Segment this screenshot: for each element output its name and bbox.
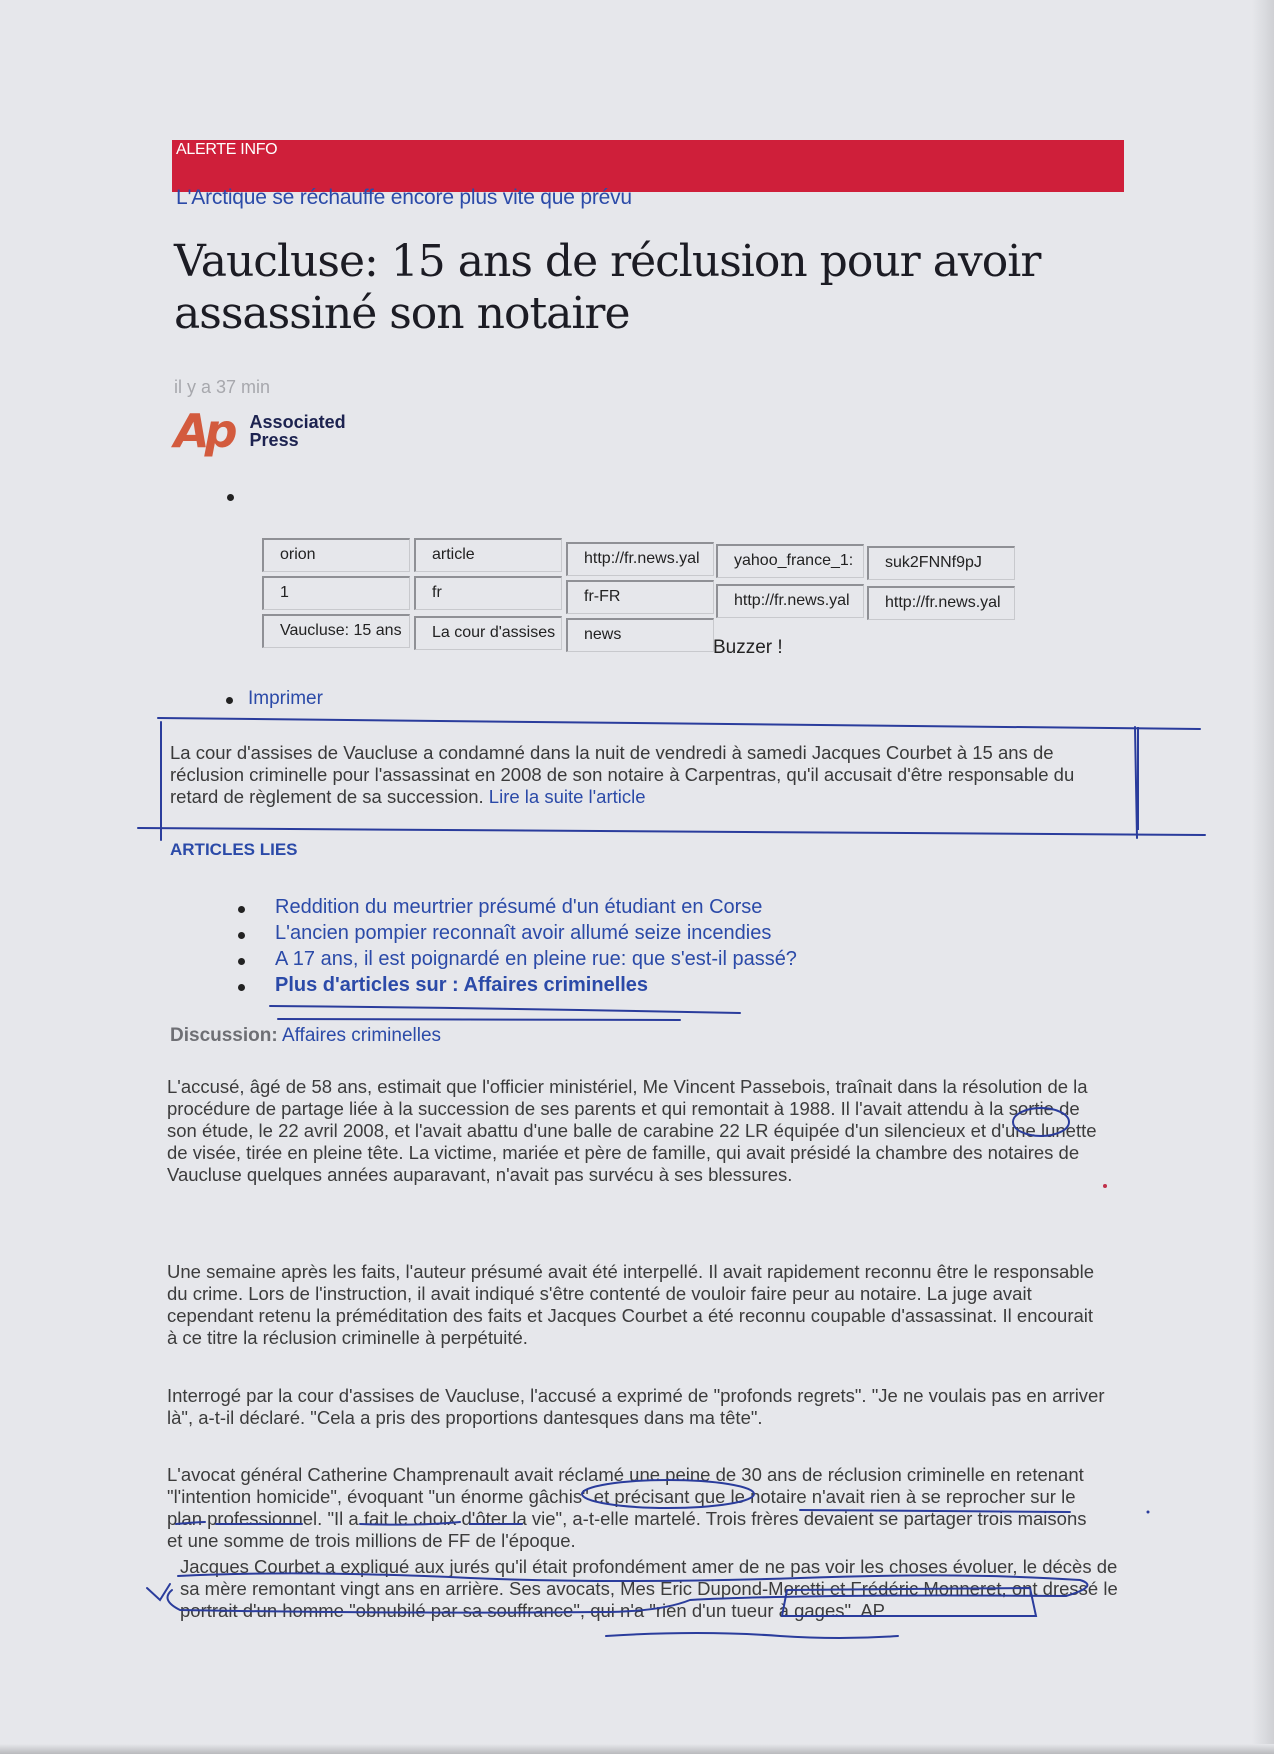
meta-cell: http://fr.news.yal: [867, 586, 1015, 620]
bullet-dot: [238, 958, 245, 965]
related-article-label: Reddition du meurtrier présumé d'un étudiant en Corse: [275, 896, 763, 918]
bullet-dot: [238, 932, 245, 939]
body-paragraph: L'avocat général Catherine Champrenault avait réclamé une peine de 30 ans de réclusion criminelle en retenant "l'intention homicide", évoquant "un énorme gâchis" et précisant que le notaire n'avait rien à se reprocher sur le plan professionnel. "Il a fait le choix d'ôter la vie", a-t-elle martelé. Trois frères devaient se partager trois maisons et une somme de trois millions de FF de l'époque.: [167, 1464, 1087, 1551]
scan-page-bottom-edge: [0, 1744, 1274, 1754]
print-link[interactable]: Imprimer: [248, 688, 323, 709]
alert-banner: [172, 140, 1124, 192]
buzzer-button[interactable]: Buzzer !: [713, 637, 783, 658]
ap-logo-mark: Ap: [174, 404, 238, 458]
related-article-label: L'ancien pompier reconnaît avoir allumé seize incendies: [275, 922, 772, 944]
meta-cell: 1: [262, 576, 410, 610]
body-paragraph: L'accusé, âgé de 58 ans, estimait que l'officier ministériel, Me Vincent Passebois, traînait dans la résolution de la procédure de partage liée à la succession de ses parents et qui remontait à 1988. Il l'avait attendu à la sortie de son étude, le 22 avril 2008, et l'avait abattu d'une balle de carabine 22 LR équipée d'un silencieux et d'une lunette de visée, tirée en pleine tête. La victime, mariée et père de famille, qui avait présidé la chambre des notaires de Vaucluse quelques années auparavant, n'avait pas survécu à ses blessures.: [167, 1076, 1097, 1185]
pen-underline: [270, 1006, 740, 1013]
meta-cell: http://fr.news.yal: [716, 584, 864, 618]
related-articles-list: [238, 896, 797, 1000]
related-articles-heading: ARTICLES LIES: [170, 840, 298, 859]
pen-underline: [606, 1633, 898, 1638]
meta-cell: news: [566, 618, 714, 652]
pen-underline: [278, 1019, 680, 1020]
body-paragraph: Interrogé par la cour d'assises de Vaucluse, l'accusé a exprimé de "profonds regrets". "Je ne voulais pas en arriver là", a-t-il déclaré. "Cela a pris des proportions dantesques dans ma tête".: [167, 1385, 1105, 1428]
summary-body: La cour d'assises de Vaucluse a condamné dans la nuit de vendredi à samedi Jacques Courbet à 15 ans de réclusion criminelle pour l'assassinat en 2008 de son notaire à Carpentras, qu'il accusait d'être responsable du retard de règlement de sa succession.: [170, 742, 1075, 807]
read-more-link[interactable]: Lire la suite l'article: [488, 786, 646, 807]
body-paragraph: Une semaine après les faits, l'auteur présumé avait été interpellé. Il avait rapidement reconnu être le responsable du crime. Lors de l'instruction, il avait indiqué s'être contenté de vouloir faire peur au notaire. La juge avait cependant retenu la préméditation des faits et Jacques Courbet a été reconnu coupable d'assassinat. Il encourait à ce titre la réclusion criminelle à perpétuité.: [167, 1261, 1094, 1348]
ap-logo-text: [250, 413, 346, 449]
body-paragraph: Jacques Courbet a expliqué aux jurés qu'il était profondément amer de ne pas voir les choses évoluer, le décès de sa mère remontant vingt ans en arrière. Ses avocats, Mes Eric Dupond-Moretti et Frédéric Monneret, ont dressé le portrait d'un homme "obnubilé par sa souffrance", qui n'a "rien d'un tueur à gages". AP: [180, 1556, 1118, 1621]
empty-list-bullet: [227, 494, 234, 501]
meta-cell: fr: [414, 576, 562, 610]
ap-logo-line1: Associated: [249, 412, 346, 432]
more-articles-link[interactable]: [238, 974, 797, 1000]
discussion-line: [170, 1025, 441, 1047]
meta-cell: http://fr.news.yal: [566, 542, 714, 576]
ap-logo-line2: Press: [249, 430, 299, 450]
meta-cell: yahoo_france_1:: [716, 544, 864, 578]
related-article-link[interactable]: [238, 896, 797, 922]
bullet-dot: [238, 906, 245, 913]
meta-cell: La cour d'assises: [414, 616, 562, 650]
meta-cell: Vaucluse: 15 ans: [262, 614, 410, 648]
related-article-link[interactable]: [238, 948, 797, 974]
scan-page-edge: [1252, 0, 1274, 1754]
bullet-dot: [238, 984, 245, 991]
print-bullet: [226, 697, 233, 704]
associated-press-logo: [174, 404, 346, 458]
alert-label: ALERTE INFO: [176, 141, 278, 158]
related-article-link[interactable]: [238, 922, 797, 948]
more-articles-label: Plus d'articles sur : Affaires criminelles: [275, 974, 649, 996]
meta-cell: orion: [262, 538, 410, 572]
pen-checkmark: [147, 1584, 170, 1600]
alert-headline-link[interactable]: L'Arctique se réchauffe encore plus vite que prévu: [176, 186, 632, 209]
meta-cell: article: [414, 538, 562, 572]
discussion-label: Discussion:: [170, 1025, 278, 1046]
meta-cell: suk2FNNf9pJ: [867, 546, 1015, 580]
related-article-label: A 17 ans, il est poignardé en pleine rue: que s'est-il passé?: [275, 948, 797, 970]
pen-dot: [1147, 1511, 1150, 1514]
summary-text: [170, 742, 1110, 808]
article-timestamp: il y a 37 min: [174, 377, 271, 397]
article-title: Vaucluse: 15 ans de réclusion pour avoir assassiné son notaire: [174, 236, 1041, 339]
meta-cell: fr-FR: [566, 580, 714, 614]
discussion-topic-link[interactable]: Affaires criminelles: [281, 1025, 442, 1046]
